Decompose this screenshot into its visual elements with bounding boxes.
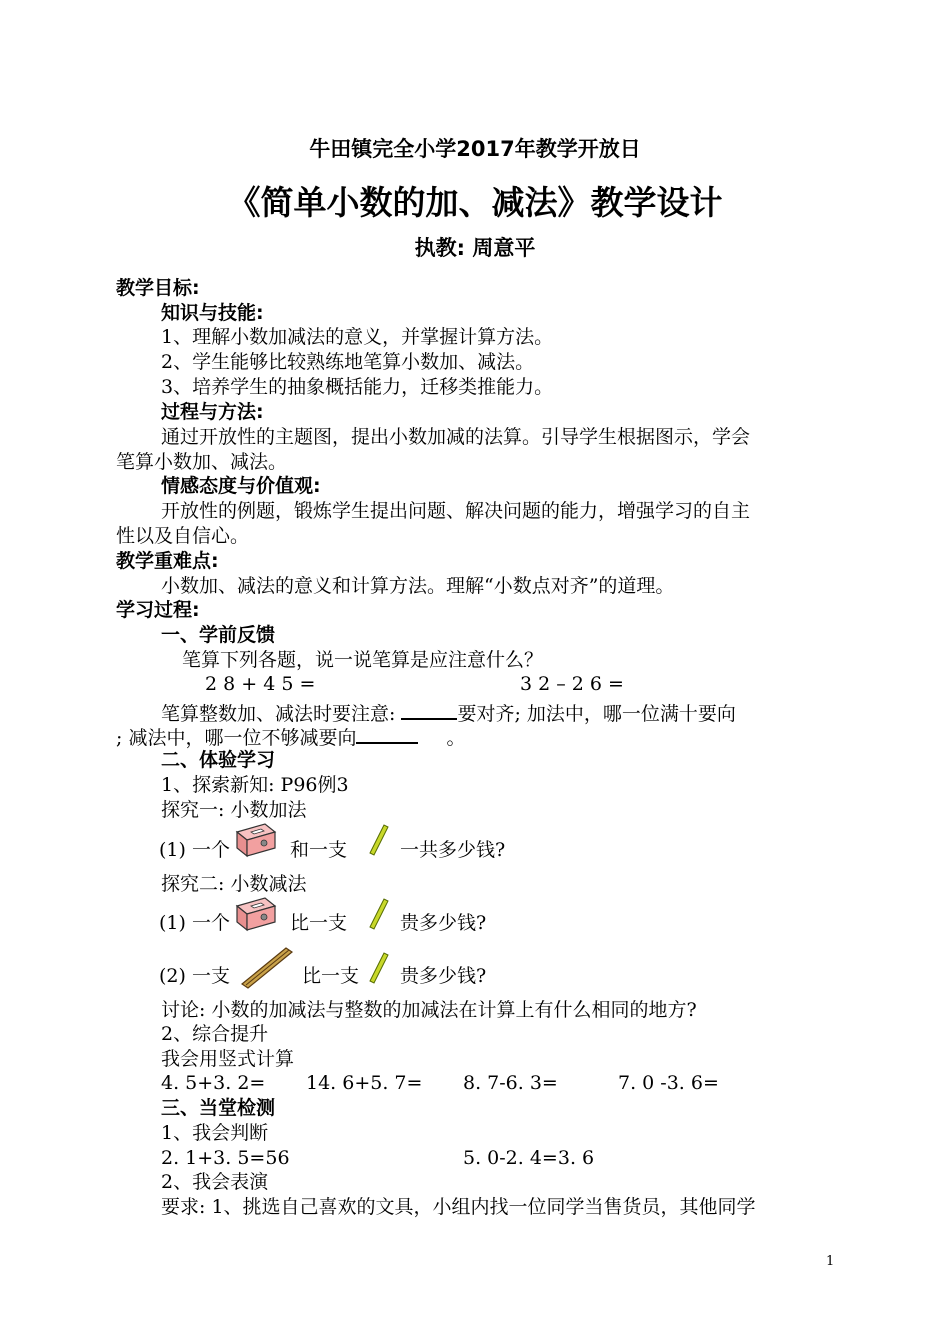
requirement-line: 要求: 1、挑选自己喜欢的文具，小组内找一位同学当售货员，其他同学 [161,1196,756,1218]
question-part: (1) 一个 [159,839,230,861]
question-part: (2) 一支 [159,965,230,987]
fill-in-text: ; 减法中，哪一位不够减要向 [116,727,357,749]
calc-item: 7. 0 -3. 6= [618,1072,719,1094]
pencil-icon [368,950,390,984]
probe-heading: 探究一: 小数加法 [161,799,307,821]
fill-in-text: 笔算整数加、减法时要注意: [161,703,396,725]
key-points-heading: 教学重难点: [116,550,219,572]
process-method-heading: 过程与方法: [161,401,264,423]
judge-item: 2. 1+3. 5=56 [161,1147,290,1169]
pencil-icon [368,896,390,930]
improve-line: 2、综合提升 [161,1023,269,1045]
section-experience-heading: 二、体验学习 [161,749,276,771]
page-number: 1 [826,1254,835,1269]
knowledge-heading: 知识与技能: [161,302,264,324]
fill-in-line [116,724,465,750]
emotion-text: 开放性的例题，锻炼学生提出问题、解决问题的能力，增强学习的自主 [161,500,751,522]
explore-line: 1、探索新知: P96例3 [161,774,349,796]
knowledge-item: 3、培养学生的抽象概括能力，迁移类推能力。 [161,376,554,398]
answer-blank[interactable] [401,700,457,720]
question-part: 贵多少钱? [400,912,487,934]
key-points-text: 小数加、减法的意义和计算方法。理解“小数点对齐”的道理。 [161,575,675,597]
calc-item: 8. 7-6. 3= [463,1072,558,1094]
question-part: 一共多少钱? [400,839,506,861]
pencil-icon [368,822,390,856]
ruler-icon [240,944,296,990]
knowledge-item: 2、学生能够比较熟练地笔算小数加、减法。 [161,351,535,373]
calc-item: 14. 6+5. 7= [306,1072,423,1094]
goals-heading: 教学目标: [116,277,200,299]
discussion-line: 讨论: 小数的加减法与整数的加减法在计算上有什么相同的地方? [161,999,697,1021]
calc-item: 4. 5+3. 2= [161,1072,266,1094]
emotion-heading: 情感态度与价值观: [161,475,321,497]
question-part: 和一支 [290,839,348,861]
teacher-line: 执教: 周意平 [414,236,536,260]
document-title: 《简单小数的加、减法》教学设计 [227,183,723,222]
question-part: 贵多少钱? [400,965,487,987]
feedback-prompt: 笔算下列各题，说一说笔算是应注意什么？ [182,649,544,671]
question-part: 比一支 [290,912,348,934]
school-line: 牛田镇完全小学2017年教学开放日 [309,137,641,161]
question-part: (1) 一个 [159,912,230,934]
feedback-equation: 2 8 + 4 5 = [205,673,316,695]
process-method-text: 笔算小数加、减法。 [116,451,288,473]
judge-item: 5. 0-2. 4=3. 6 [463,1147,595,1169]
question-part: 比一支 [302,965,360,987]
fill-in-text: 。 [446,727,466,749]
answer-blank[interactable] [356,724,418,744]
perform-line: 2、我会表演 [161,1171,269,1193]
feedback-equation: 3 2 – 2 6 = [520,673,624,695]
fill-in-line [161,700,736,726]
pencil-box-icon [231,822,279,858]
vertical-calc-line: 我会用竖式计算 [161,1048,295,1070]
section-test-heading: 三、当堂检测 [161,1097,276,1119]
judge-line: 1、我会判断 [161,1122,269,1144]
process-heading: 学习过程: [116,599,200,621]
emotion-text: 性以及自信心。 [116,525,250,547]
probe-heading: 探究二: 小数减法 [161,873,307,895]
process-method-text: 通过开放性的主题图，提出小数加减的法算。引导学生根据图示，学会 [161,426,751,448]
pencil-box-icon [231,896,279,932]
section-feedback-heading: 一、学前反馈 [161,624,276,646]
knowledge-item: 1、理解小数加减法的意义，并掌握计算方法。 [161,326,554,348]
fill-in-text: 要对齐; 加法中，哪一位满十要向 [457,703,736,725]
